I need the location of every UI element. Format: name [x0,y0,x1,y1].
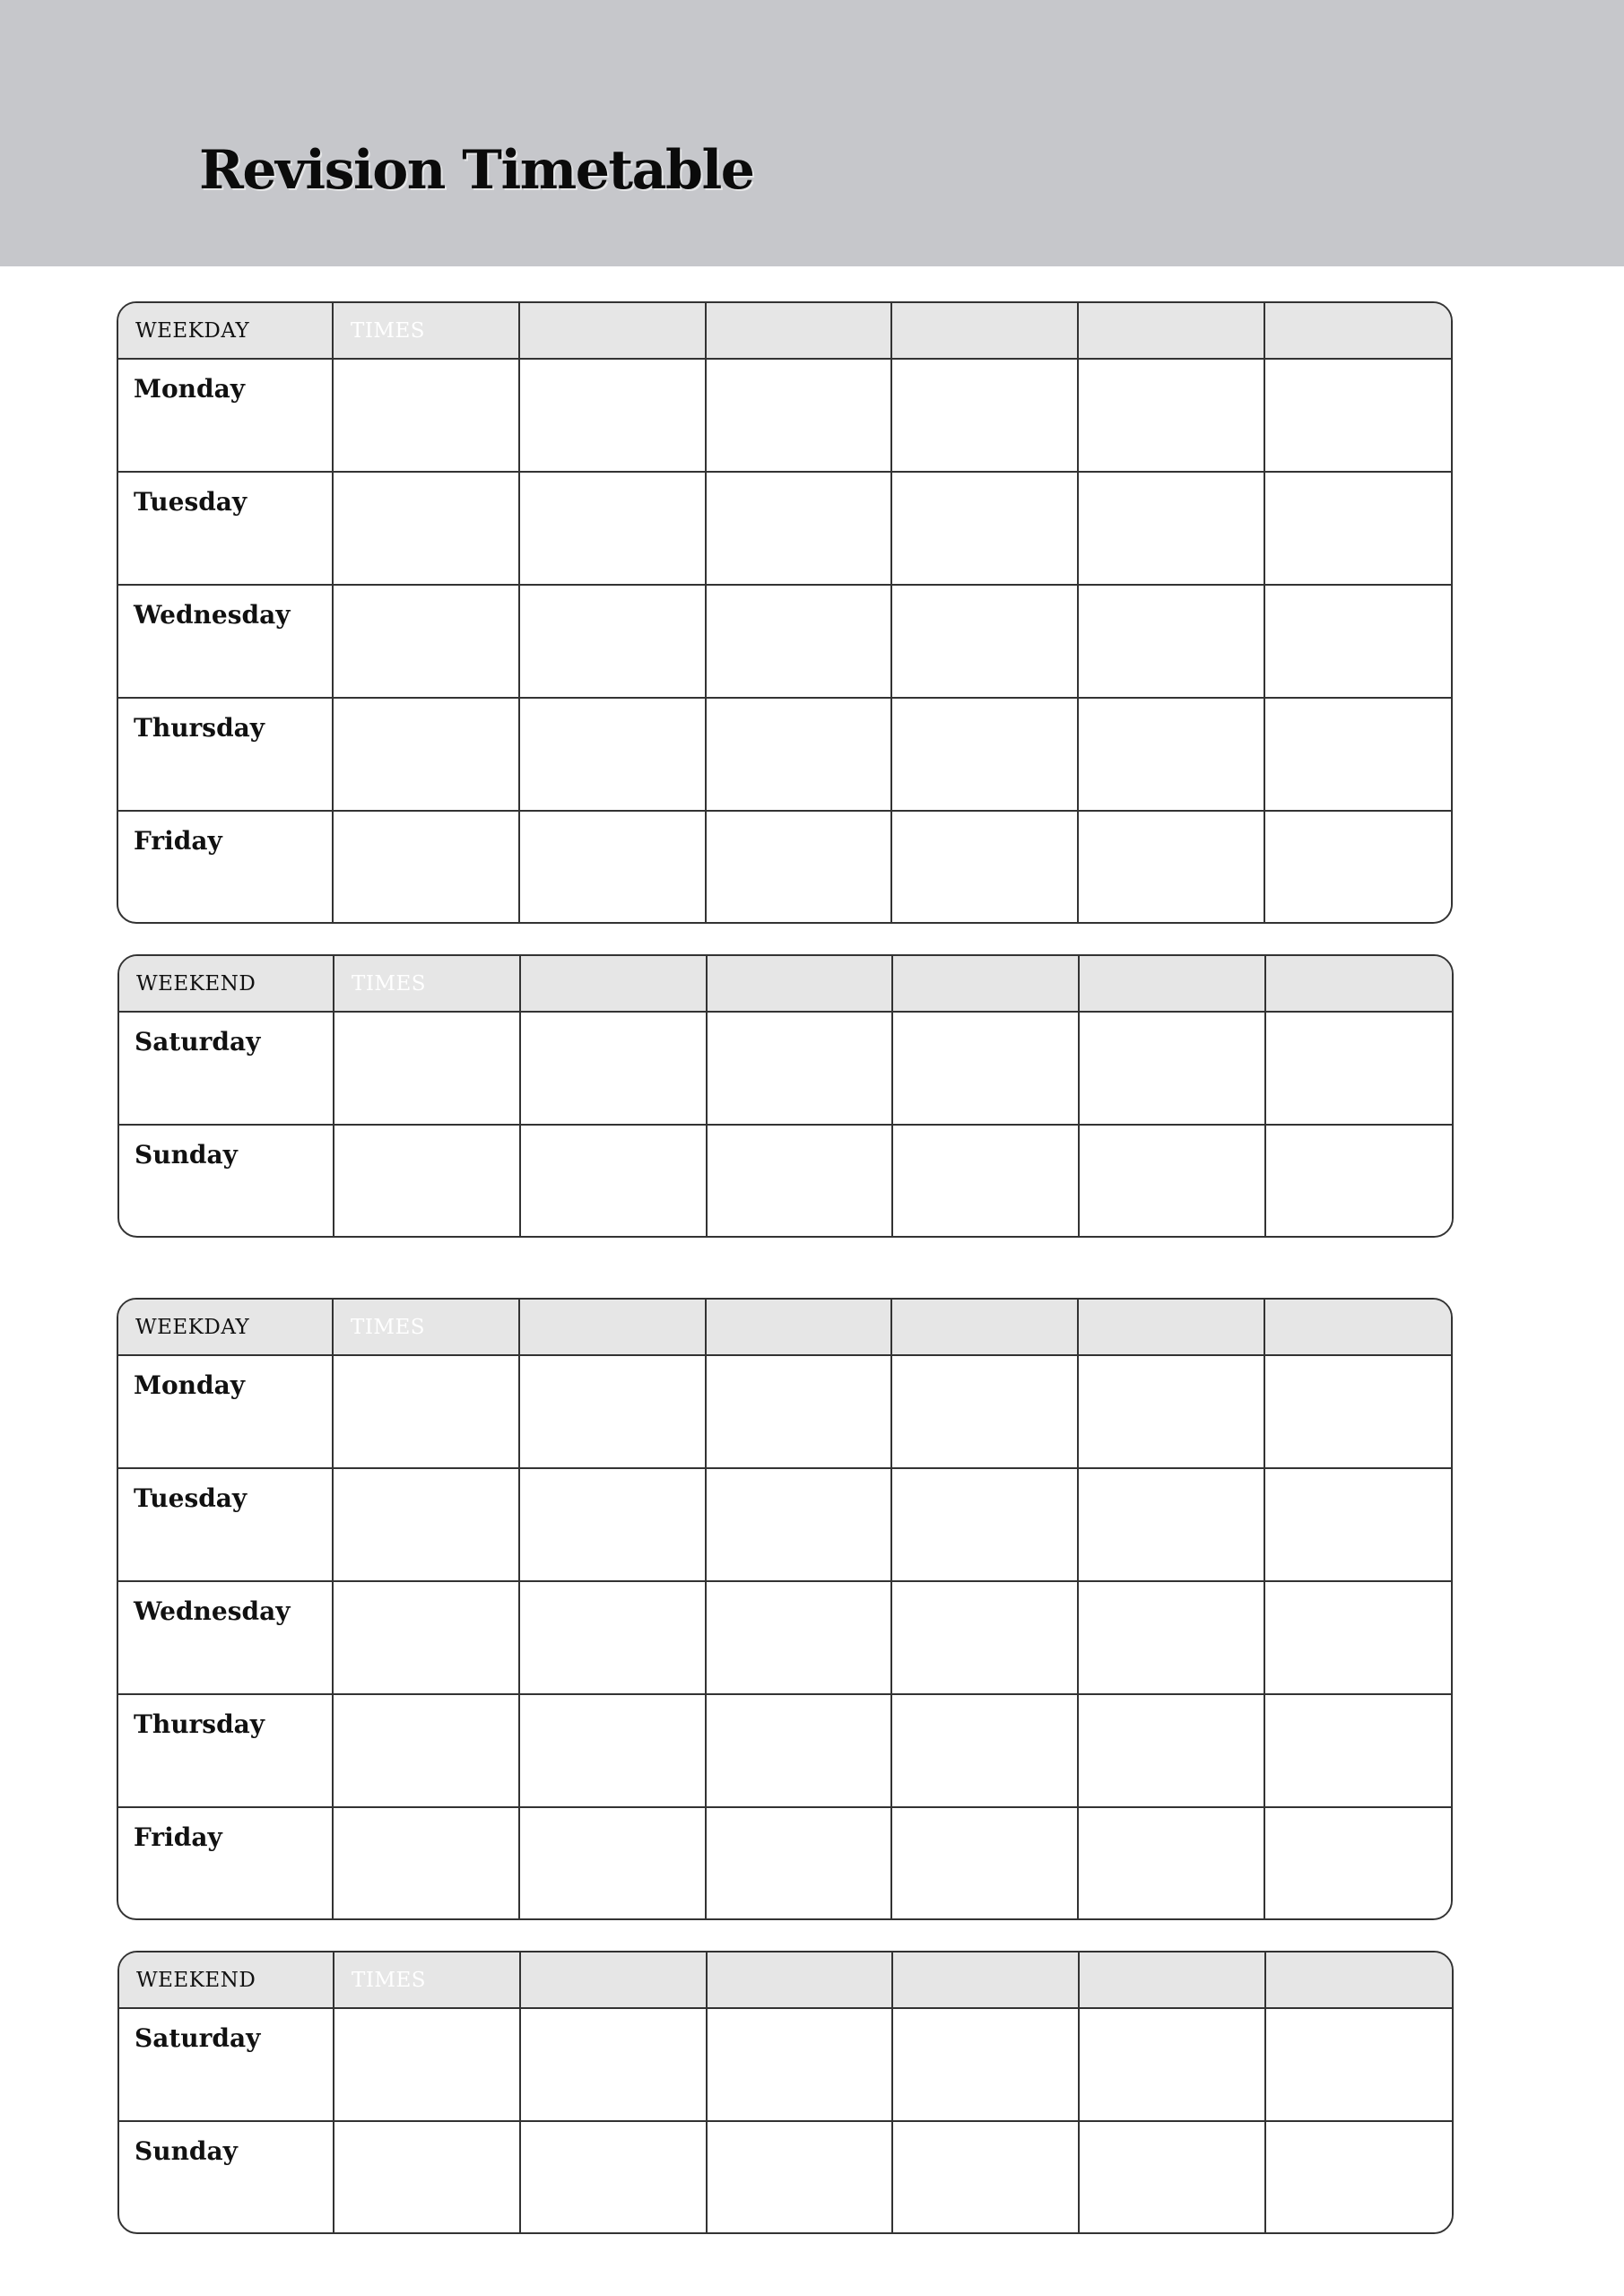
slot-cell[interactable] [891,698,1078,811]
time-slot-header[interactable] [891,1300,1078,1355]
slot-cell[interactable] [891,472,1078,585]
slot-cell[interactable] [706,1807,892,1918]
weekend-timetable-1 [117,954,1454,1238]
weekend-header: WEEKEND [119,1952,334,2008]
slot-cell[interactable] [891,1694,1078,1807]
weekday-timetable-1 [117,301,1453,924]
slot-cell[interactable] [891,585,1078,698]
weekend-timetable-2 [117,1951,1454,2234]
slot-cell[interactable] [519,811,706,922]
slot-cell[interactable] [891,811,1078,922]
slot-cell[interactable] [1264,1807,1451,1918]
time-slot-header[interactable] [891,303,1078,359]
slot-cell[interactable] [1078,1355,1264,1468]
slot-cell[interactable] [519,1468,706,1581]
slot-cell[interactable] [519,1807,706,1918]
slot-cell[interactable] [891,1355,1078,1468]
slot-cell[interactable] [1265,1012,1452,1125]
table-row [118,472,1451,585]
table-row [119,1125,1452,1236]
slot-cell[interactable] [706,698,892,811]
slot-cell[interactable] [1079,2121,1265,2232]
slot-cell[interactable] [707,1125,893,1236]
time-slot-header[interactable] [1264,1300,1451,1355]
time-slot-header[interactable] [1078,1300,1264,1355]
slot-cell[interactable] [333,811,519,922]
slot-cell[interactable] [334,2008,520,2121]
slot-cell[interactable] [1078,1694,1264,1807]
time-slot-header[interactable] [1079,1952,1265,2008]
slot-cell[interactable] [1265,2008,1452,2121]
slot-cell[interactable] [706,1355,892,1468]
day-label-tuesday: Tuesday [118,472,333,585]
slot-cell[interactable] [519,359,706,472]
times-header: TIMES [333,303,519,359]
slot-cell[interactable] [519,1694,706,1807]
time-slot-header[interactable] [706,303,892,359]
page-title: Revision Timetable [199,139,754,202]
time-slot-header[interactable] [892,1952,1079,2008]
slot-cell[interactable] [891,1581,1078,1694]
time-slot-header[interactable] [707,956,893,1012]
slot-cell[interactable] [1265,1125,1452,1236]
slot-cell[interactable] [1078,472,1264,585]
time-slot-header[interactable] [1264,303,1451,359]
table-row [118,1468,1451,1581]
table-row [118,698,1451,811]
times-header: TIMES [334,956,520,1012]
table-row [118,1581,1451,1694]
day-label-monday: Monday [118,359,333,472]
slot-cell[interactable] [333,1581,519,1694]
day-label-monday: Monday [118,1355,333,1468]
slot-cell[interactable] [1264,1694,1451,1807]
slot-cell[interactable] [892,2008,1079,2121]
slot-cell[interactable] [892,1125,1079,1236]
day-label-wednesday: Wednesday [118,1581,333,1694]
time-slot-header[interactable] [707,1952,893,2008]
table-row [118,1355,1451,1468]
slot-cell[interactable] [1078,585,1264,698]
slot-cell[interactable] [891,359,1078,472]
slot-cell[interactable] [1078,359,1264,472]
day-label-friday: Friday [118,1807,333,1918]
slot-cell[interactable] [1264,1355,1451,1468]
slot-cell[interactable] [520,1125,707,1236]
slot-cell[interactable] [334,2121,520,2232]
time-slot-header[interactable] [1079,956,1265,1012]
slot-cell[interactable] [706,1694,892,1807]
slot-cell[interactable] [706,1581,892,1694]
slot-cell[interactable] [333,698,519,811]
slot-cell[interactable] [519,585,706,698]
time-slot-header[interactable] [706,1300,892,1355]
slot-cell[interactable] [891,1807,1078,1918]
slot-cell[interactable] [519,698,706,811]
time-slot-header[interactable] [1078,303,1264,359]
table-row [118,1694,1451,1807]
slot-cell[interactable] [1264,1581,1451,1694]
weekend-header: WEEKEND [119,956,334,1012]
table-row [119,2121,1452,2232]
slot-cell[interactable] [1264,698,1451,811]
slot-cell[interactable] [1264,811,1451,922]
day-label-thursday: Thursday [118,1694,333,1807]
slot-cell[interactable] [891,1468,1078,1581]
weekday-header: WEEKDAY [118,1300,333,1355]
day-label-friday: Friday [118,811,333,922]
table-header-row [119,956,1452,1012]
slot-cell[interactable] [1265,2121,1452,2232]
slot-cell[interactable] [1079,2008,1265,2121]
slot-cell[interactable] [707,2008,893,2121]
slot-cell[interactable] [519,472,706,585]
time-slot-header[interactable] [519,303,706,359]
table-row [119,1012,1452,1125]
time-slot-header[interactable] [520,956,707,1012]
times-header: TIMES [334,1952,520,2008]
table-header-row [119,1952,1452,2008]
day-label-saturday: Saturday [119,2008,334,2121]
slot-cell[interactable] [1078,1807,1264,1918]
slot-cell[interactable] [520,1012,707,1125]
slot-cell[interactable] [892,1012,1079,1125]
time-slot-header[interactable] [519,1300,706,1355]
slot-cell[interactable] [1078,1468,1264,1581]
slot-cell[interactable] [1264,359,1451,472]
table-row [118,1807,1451,1918]
table-row [119,2008,1452,2121]
table-row [118,811,1451,922]
slot-cell[interactable] [706,585,892,698]
slot-cell[interactable] [892,2121,1079,2232]
slot-cell[interactable] [334,1012,520,1125]
slot-cell[interactable] [1264,472,1451,585]
time-slot-header[interactable] [520,1952,707,2008]
slot-cell[interactable] [1079,1012,1265,1125]
slot-cell[interactable] [1078,698,1264,811]
slot-cell[interactable] [333,1355,519,1468]
slot-cell[interactable] [707,1012,893,1125]
slot-cell[interactable] [520,2121,707,2232]
table-header-row [118,1300,1451,1355]
slot-cell[interactable] [706,359,892,472]
header-band [0,0,1624,266]
table-row [118,359,1451,472]
slot-cell[interactable] [520,2008,707,2121]
slot-cell[interactable] [333,1694,519,1807]
slot-cell[interactable] [706,811,892,922]
slot-cell[interactable] [1078,1581,1264,1694]
slot-cell[interactable] [333,585,519,698]
day-label-thursday: Thursday [118,698,333,811]
time-slot-header[interactable] [1265,1952,1452,2008]
slot-cell[interactable] [1078,811,1264,922]
slot-cell[interactable] [519,1355,706,1468]
day-label-saturday: Saturday [119,1012,334,1125]
time-slot-header[interactable] [1265,956,1452,1012]
day-label-sunday: Sunday [119,2121,334,2232]
times-header: TIMES [333,1300,519,1355]
slot-cell[interactable] [1264,585,1451,698]
slot-cell[interactable] [1264,1468,1451,1581]
time-slot-header[interactable] [892,956,1079,1012]
slot-cell[interactable] [333,1468,519,1581]
slot-cell[interactable] [519,1581,706,1694]
day-label-tuesday: Tuesday [118,1468,333,1581]
slot-cell[interactable] [707,2121,893,2232]
day-label-wednesday: Wednesday [118,585,333,698]
slot-cell[interactable] [333,359,519,472]
weekday-header: WEEKDAY [118,303,333,359]
table-row [118,585,1451,698]
slot-cell[interactable] [1079,1125,1265,1236]
slot-cell[interactable] [706,1468,892,1581]
slot-cell[interactable] [333,1807,519,1918]
slot-cell[interactable] [333,472,519,585]
table-header-row [118,303,1451,359]
day-label-sunday: Sunday [119,1125,334,1236]
slot-cell[interactable] [706,472,892,585]
weekday-timetable-2 [117,1298,1453,1920]
slot-cell[interactable] [334,1125,520,1236]
